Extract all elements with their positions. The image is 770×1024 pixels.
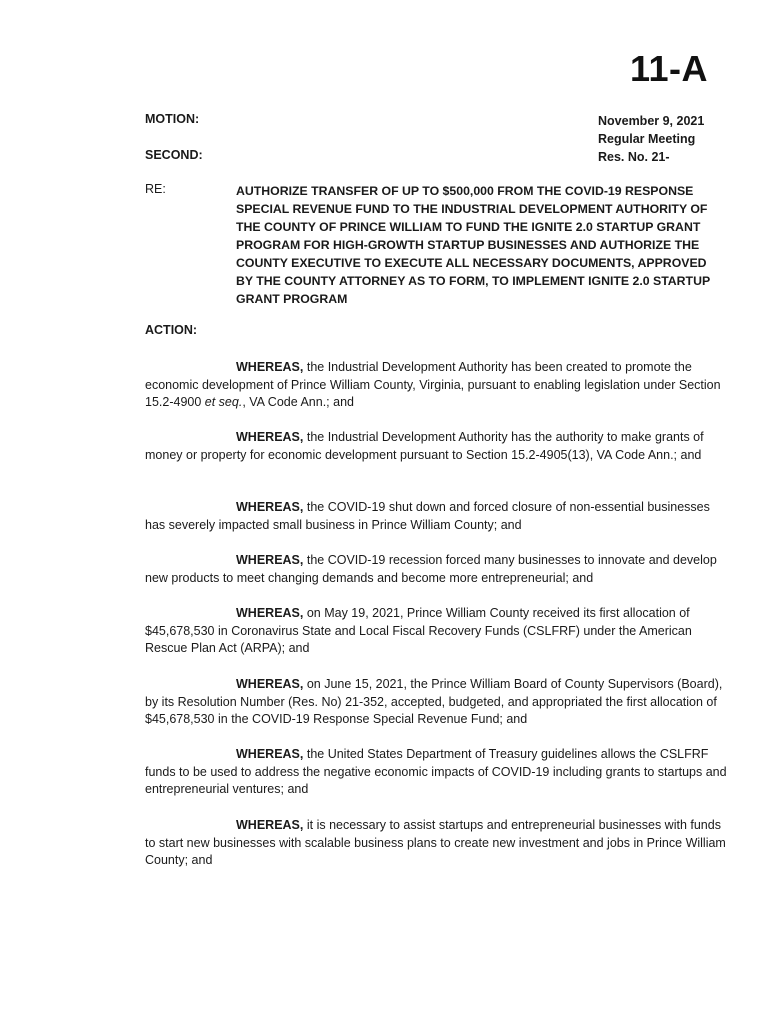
whereas-text: it is necessary to assist startups and entrepreneurial businesses with funds to start new businesses with scalable business plans to create new investment and jobs in Prince William County; and: [145, 818, 726, 868]
whereas-clause-2: [145, 429, 727, 464]
whereas-lead: WHEREAS,: [236, 818, 304, 832]
whereas-lead: WHEREAS,: [236, 606, 304, 620]
resolution-number: Res. No. 21-: [598, 150, 670, 164]
whereas-lead: WHEREAS,: [236, 430, 304, 444]
whereas-clause-8: [145, 817, 727, 870]
whereas-text: the Industrial Development Authority has been created to promote the economic development of Prince William County, Virginia, pursuant to enabling legislation under Section 15.2-4900: [145, 360, 721, 410]
whereas-text: the United States Department of Treasury guidelines allows the CSLFRF funds to be used to address the negative economic impacts of COVID-19 including grants to startups and entrepreneurial ventures; and: [145, 747, 727, 797]
whereas-text: the COVID-19 recession forced many businesses to innovate and develop new products to meet changing demands and become more entrepreneurial; and: [145, 553, 717, 585]
whereas-clause-6: [145, 676, 727, 729]
whereas-lead: WHEREAS,: [236, 677, 304, 691]
whereas-clause-4: [145, 552, 727, 587]
re-subject: AUTHORIZE TRANSFER OF UP TO $500,000 FROM THE COVID-19 RESPONSE SPECIAL REVENUE FUND TO THE INDUSTRIAL DEVELOPMENT AUTHORITY OF THE COUNTY OF PRINCE WILLIAM TO FUND THE IGNITE 2.0 STARTUP GRANT PROGRAM FOR HIGH-GROWTH STARTUP BUSINESSES AND AUTHORIZE THE COUNTY EXECUTIVE TO EXECUTE ALL NECESSARY DOCUMENTS, APPROVED BY THE COUNTY ATTORNEY AS TO FORM, TO IMPLEMENT IGNITE 2.0 STARTUP GRANT PROGRAM: [236, 184, 710, 306]
whereas-clause-7: [145, 746, 727, 799]
whereas-clause-5: [145, 605, 727, 658]
re-label: RE:: [145, 182, 166, 196]
whereas-clause-3: [145, 499, 727, 534]
meeting-type: Regular Meeting: [598, 132, 696, 146]
action-label: ACTION:: [145, 323, 198, 337]
whereas-lead: WHEREAS,: [236, 360, 304, 374]
whereas-italic-text: et seq.: [204, 395, 243, 410]
whereas-lead: WHEREAS,: [236, 500, 304, 514]
whereas-text: the Industrial Development Authority has the authority to make grants of money or property for economic development pursuant to Section 15.2-4905(13), VA Code Ann.; and: [145, 430, 704, 462]
whereas-lead: WHEREAS,: [236, 747, 304, 761]
meeting-date: November 9, 2021: [598, 114, 705, 128]
second-label: SECOND:: [145, 148, 203, 162]
meeting-info: [598, 112, 704, 166]
motion-label: MOTION:: [145, 112, 200, 126]
whereas-lead: WHEREAS,: [236, 553, 304, 567]
whereas-text: the COVID-19 shut down and forced closure of non-essential businesses has severely impacted small business in Prince William County; and: [145, 500, 710, 532]
whereas-text: on May 19, 2021, Prince William County received its first allocation of $45,678,530 in Coronavirus State and Local Fiscal Recovery Funds (CSLFRF) under the American Rescue Plan Act (ARPA); and: [145, 606, 692, 656]
whereas-clause-1: [145, 359, 727, 412]
whereas-text: , VA Code Ann.; and: [242, 395, 354, 410]
whereas-text: on June 15, 2021, the Prince William Board of County Supervisors (Board), by its Resolution Number (Res. No) 21-352, accepted, budgeted, and appropriated the first allocation of $45,678,530 in the COVID-19 Response Special Revenue Fund; and: [145, 677, 723, 727]
agenda-item-number: 11-A: [629, 48, 708, 89]
